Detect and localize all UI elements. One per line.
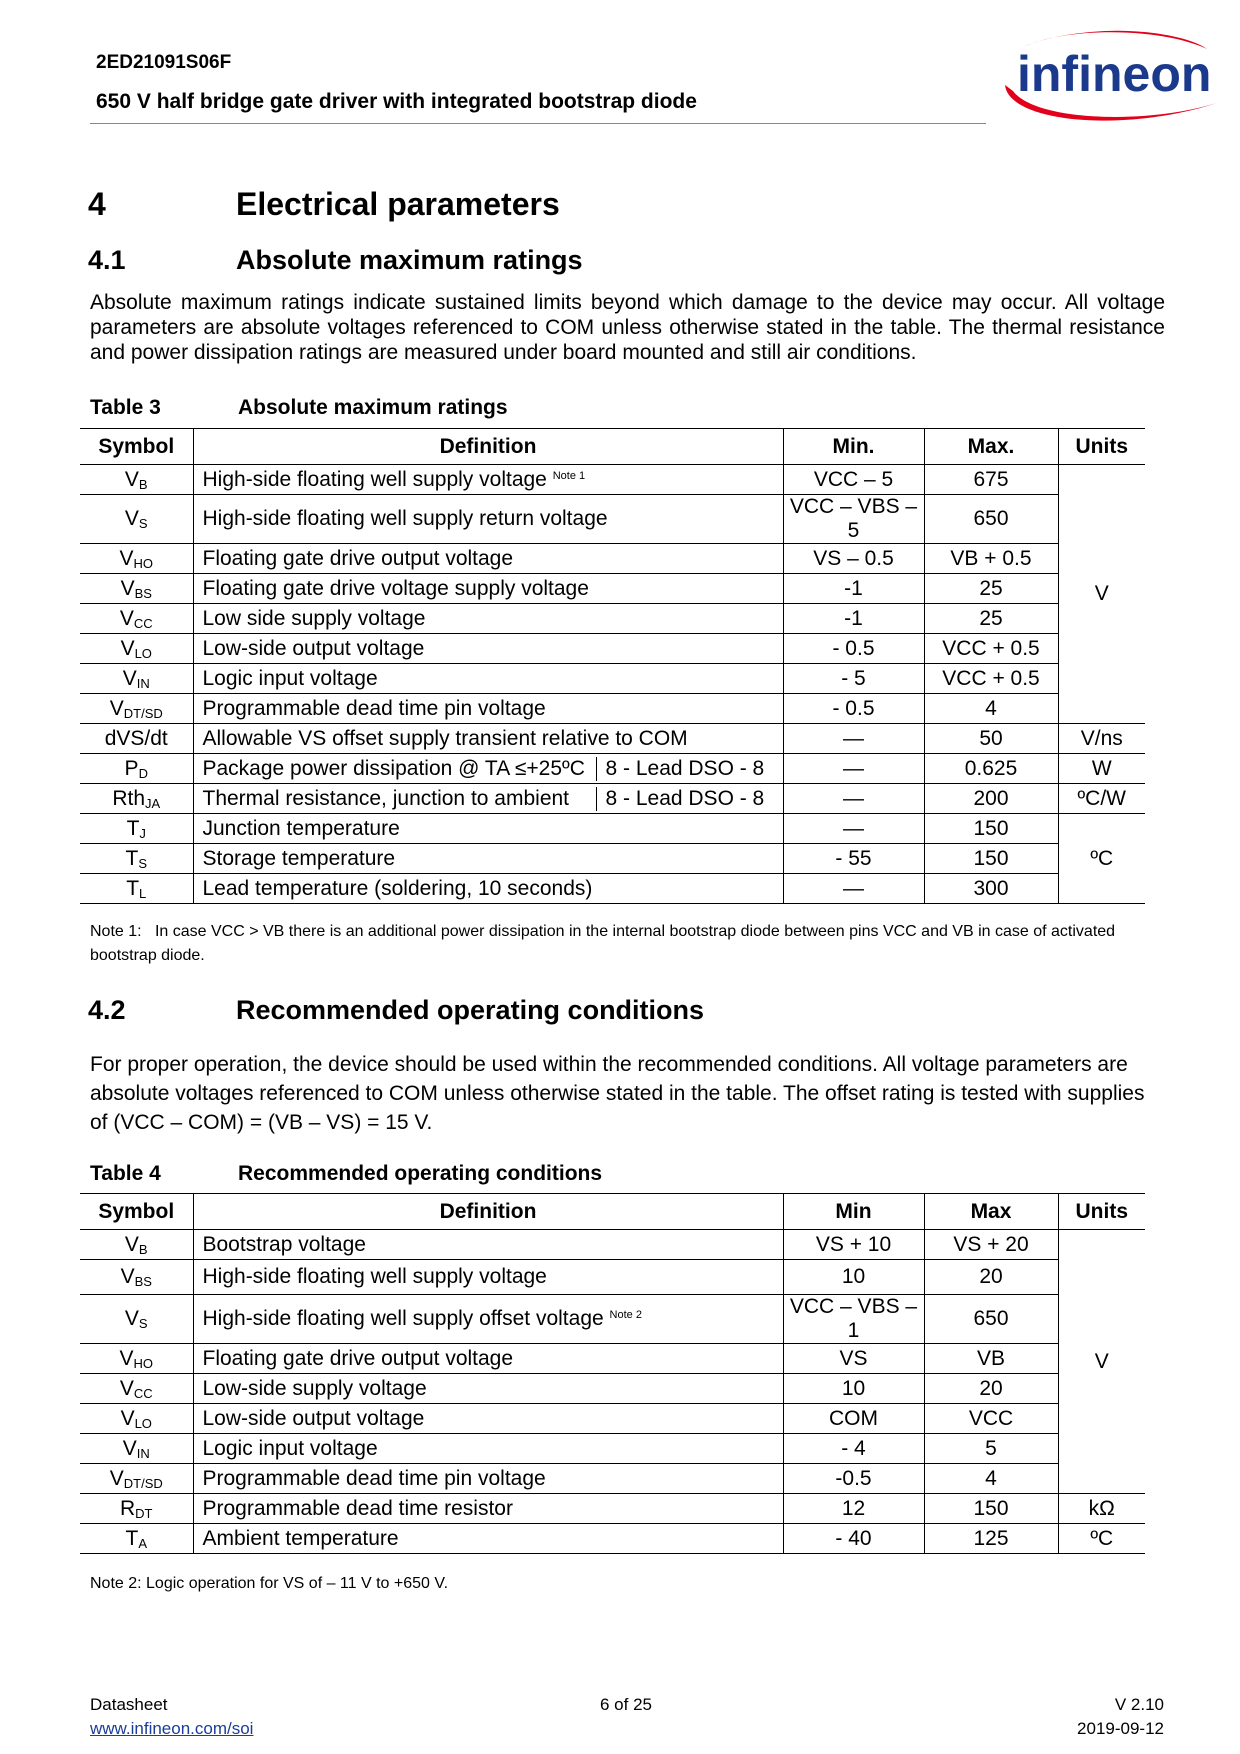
definition-cell: Junction temperature — [193, 814, 783, 844]
max-cell: 200 — [924, 784, 1058, 814]
table-4-caption — [90, 1162, 602, 1186]
definition-cell: Logic input voltage — [193, 1434, 783, 1464]
infineon-logo — [995, 25, 1225, 130]
min-cell: -1 — [783, 604, 924, 634]
max-cell: 20 — [924, 1374, 1058, 1404]
max-cell: VB — [924, 1344, 1058, 1374]
symbol-cell: $V_{CC}$ — [80, 1374, 193, 1404]
max-cell: VS + 20 — [924, 1230, 1058, 1260]
table-row — [80, 1230, 1145, 1260]
min-cell: VS + 10 — [783, 1230, 924, 1260]
logo-text: infineon — [1017, 46, 1212, 102]
unit-cell-voltage: V — [1058, 465, 1145, 724]
section-number: 4.2 — [88, 995, 126, 1025]
table-row — [80, 664, 1145, 694]
unit-cell: V/ns — [1058, 724, 1145, 754]
note-2: Note 2: Logic operation for VS of – 11 V to +650 V. — [90, 1575, 449, 1592]
note-text: In case VCC > VB there is an additional power dissipation in the internal bootstrap diode between pins VCC and VB in case of activated bootstrap diode. — [90, 923, 1116, 964]
max-cell: 650 — [924, 495, 1058, 544]
max-cell: 0.625 — [924, 754, 1058, 784]
min-cell: COM — [783, 1404, 924, 1434]
min-cell: - 5 — [783, 664, 924, 694]
min-cell: VCC – VBS – 1 — [783, 1295, 924, 1344]
max-cell: 150 — [924, 1494, 1058, 1524]
section-title: Recommended operating conditions — [236, 995, 705, 1025]
symbol-cell: $V_{HO}$ — [80, 1344, 193, 1374]
min-cell: -0.5 — [783, 1464, 924, 1494]
col-header-definition: Definition — [193, 1194, 783, 1230]
table-3-caption — [90, 396, 508, 420]
min-cell: -1 — [783, 574, 924, 604]
max-cell: 4 — [924, 1464, 1058, 1494]
col-header-max: Max. — [924, 429, 1058, 465]
unit-cell: W — [1058, 754, 1145, 784]
table-row — [80, 874, 1145, 904]
max-cell: 4 — [924, 694, 1058, 724]
definition-cell: Allowable VS offset supply transient relative to COM — [193, 724, 783, 754]
symbol-cell: $T_J$ — [80, 814, 193, 844]
symbol-cell: $V_S$ — [80, 1295, 193, 1344]
definition-cell: Logic input voltage — [193, 664, 783, 694]
symbol-cell: $V_{HO}$ — [80, 544, 193, 574]
max-cell: VCC + 0.5 — [924, 634, 1058, 664]
symbol-cell: $V_{IN}$ — [80, 664, 193, 694]
section-title: Absolute maximum ratings — [236, 245, 583, 275]
min-cell: VCC – 5 — [783, 465, 924, 495]
definition-cell: Low side supply voltage — [193, 604, 783, 634]
definition-cell: Floating gate drive output voltage — [193, 1344, 783, 1374]
section-4-2-heading — [88, 995, 704, 1026]
min-cell: VCC – VBS – 5 — [783, 495, 924, 544]
symbol-cell: $V_B$ — [80, 1230, 193, 1260]
table-row — [80, 574, 1145, 604]
min-cell: — — [783, 874, 924, 904]
symbol-cell: $T_S$ — [80, 844, 193, 874]
footer-url-link[interactable]: www.infineon.com/soi — [90, 1719, 254, 1738]
max-cell: VCC + 0.5 — [924, 664, 1058, 694]
max-cell: 650 — [924, 1295, 1058, 1344]
section-4-2-intro: For proper operation, the device should be used within the recommended conditions. All voltage parameters are absolute voltages referenced to COM unless otherwise stated in the table. The offset rating is tested with supplies of (VCC – COM) = (VB – VS) = 15 V. — [90, 1053, 1145, 1134]
min-cell: — — [783, 814, 924, 844]
table-row — [80, 1494, 1145, 1524]
package-text: 8 - Lead DSO - 8 — [605, 756, 765, 780]
unit-cell: ºC — [1058, 1524, 1145, 1554]
symbol-cell: $R_{DT}$ — [80, 1494, 193, 1524]
definition-cell: High-side floating well supply return voltage — [193, 495, 783, 544]
table-row — [80, 724, 1145, 754]
section-4-1-intro: Absolute maximum ratings indicate sustained limits beyond which damage to the device may occur. All voltage parameters are absolute voltages referenced to COM unless otherwise stated in the table. The thermal resistance and power dissipation ratings are measured under board mounted and still air conditions. — [90, 291, 1165, 364]
min-cell: - 4 — [783, 1434, 924, 1464]
unit-cell-voltage: V — [1058, 1230, 1145, 1494]
definition-cell: Programmable dead time pin voltage — [193, 694, 783, 724]
col-header-units: Units — [1058, 429, 1145, 465]
document-subtitle: 650 V half bridge gate driver with integrated bootstrap diode — [96, 90, 697, 113]
max-cell: 125 — [924, 1524, 1058, 1554]
symbol-cell: $V_{BS}$ — [80, 1260, 193, 1295]
symbol-cell: $V_B$ — [80, 465, 193, 495]
table-row — [80, 1434, 1145, 1464]
definition-cell: High-side floating well supply offset voltage $^{Note 2}$ — [193, 1295, 783, 1344]
footer-date: 2019-09-12 — [1077, 1719, 1164, 1738]
definition-text: Thermal resistance, junction to ambient — [194, 787, 597, 811]
min-cell: VS — [783, 1344, 924, 1374]
max-cell: VCC — [924, 1404, 1058, 1434]
definition-cell: Floating gate drive voltage supply voltage — [193, 574, 783, 604]
table-row — [80, 1344, 1145, 1374]
definition-cell — [193, 784, 783, 814]
table-row — [80, 1464, 1145, 1494]
symbol-cell: $V_{CC}$ — [80, 604, 193, 634]
table-row — [80, 634, 1145, 664]
table-row — [80, 784, 1145, 814]
table-title: Recommended operating conditions — [238, 1162, 603, 1185]
col-header-max: Max — [924, 1194, 1058, 1230]
max-cell: 150 — [924, 844, 1058, 874]
section-number: 4 — [88, 186, 106, 222]
definition-cell: Low-side output voltage — [193, 1404, 783, 1434]
unit-cell: ºC/W — [1058, 784, 1145, 814]
min-cell: — — [783, 724, 924, 754]
footer-page-number: 6 of 25 — [600, 1695, 652, 1714]
min-cell: 10 — [783, 1374, 924, 1404]
note-1 — [90, 920, 1165, 968]
col-header-symbol: Symbol — [80, 429, 193, 465]
header-rule — [90, 123, 986, 124]
min-cell: - 0.5 — [783, 634, 924, 664]
table-row — [80, 495, 1145, 544]
min-cell: - 40 — [783, 1524, 924, 1554]
definition-cell: Low-side output voltage — [193, 634, 783, 664]
symbol-cell: $V_{LO}$ — [80, 1404, 193, 1434]
symbol-cell: $V_S$ — [80, 495, 193, 544]
table-row — [80, 814, 1145, 844]
table-row — [80, 465, 1145, 495]
symbol-cell: $T_A$ — [80, 1524, 193, 1554]
absolute-max-ratings-table — [80, 428, 1145, 904]
table-row — [80, 544, 1145, 574]
min-cell: 12 — [783, 1494, 924, 1524]
symbol-cell: dVS/dt — [80, 724, 193, 754]
footer-doc-type: Datasheet — [90, 1695, 168, 1714]
package-text: 8 - Lead DSO - 8 — [605, 786, 765, 810]
max-cell: 20 — [924, 1260, 1058, 1295]
section-4-heading — [88, 186, 560, 223]
max-cell: 50 — [924, 724, 1058, 754]
definition-cell: Bootstrap voltage — [193, 1230, 783, 1260]
definition-cell: Low-side supply voltage — [193, 1374, 783, 1404]
min-cell: - 0.5 — [783, 694, 924, 724]
table-row — [80, 604, 1145, 634]
col-header-min: Min — [783, 1194, 924, 1230]
definition-cell: Programmable dead time pin voltage — [193, 1464, 783, 1494]
symbol-cell: $V_{DT/SD}$ — [80, 694, 193, 724]
table-title: Absolute maximum ratings — [238, 396, 508, 419]
section-4-1-heading — [88, 245, 583, 276]
unit-cell: kΩ — [1058, 1494, 1145, 1524]
min-cell: - 55 — [783, 844, 924, 874]
max-cell: VB + 0.5 — [924, 544, 1058, 574]
min-cell: VS – 0.5 — [783, 544, 924, 574]
min-cell: — — [783, 754, 924, 784]
table-label: Table 4 — [90, 1162, 161, 1185]
unit-cell-temperature: ºC — [1058, 814, 1145, 904]
symbol-cell: $V_{DT/SD}$ — [80, 1464, 193, 1494]
min-cell: 10 — [783, 1260, 924, 1295]
definition-text: Package power dissipation @ TA ≤+25ºC — [194, 757, 597, 781]
table-row — [80, 694, 1145, 724]
recommended-conditions-table — [80, 1193, 1145, 1554]
min-cell: — — [783, 784, 924, 814]
symbol-cell: $V_{LO}$ — [80, 634, 193, 664]
symbol-cell: $T_L$ — [80, 874, 193, 904]
part-number: 2ED21091S06F — [96, 52, 232, 73]
symbol-cell: $V_{IN}$ — [80, 1434, 193, 1464]
table-row — [80, 1374, 1145, 1404]
definition-cell: Ambient temperature — [193, 1524, 783, 1554]
table-row — [80, 1260, 1145, 1295]
symbol-cell: Rth$_{JA}$ — [80, 784, 193, 814]
table-row — [80, 754, 1145, 784]
max-cell: 150 — [924, 814, 1058, 844]
section-title: Electrical parameters — [236, 186, 560, 222]
col-header-symbol: Symbol — [80, 1194, 193, 1230]
footer-version: V 2.10 — [1114, 1695, 1164, 1714]
note-label: Note 1: — [90, 923, 142, 940]
col-header-min: Min. — [783, 429, 924, 465]
symbol-cell: $P_D$ — [80, 754, 193, 784]
max-cell: 300 — [924, 874, 1058, 904]
definition-cell — [193, 754, 783, 784]
max-cell: 25 — [924, 574, 1058, 604]
definition-cell: Programmable dead time resistor — [193, 1494, 783, 1524]
max-cell: 675 — [924, 465, 1058, 495]
symbol-cell: $V_{BS}$ — [80, 574, 193, 604]
col-header-definition: Definition — [193, 429, 783, 465]
definition-cell: High-side floating well supply voltage — [193, 1260, 783, 1295]
table-row — [80, 1524, 1145, 1554]
definition-cell: Storage temperature — [193, 844, 783, 874]
col-header-units: Units — [1058, 1194, 1145, 1230]
table-row — [80, 1404, 1145, 1434]
table-row — [80, 1295, 1145, 1344]
max-cell: 5 — [924, 1434, 1058, 1464]
definition-cell: Lead temperature (soldering, 10 seconds) — [193, 874, 783, 904]
definition-cell: Floating gate drive output voltage — [193, 544, 783, 574]
max-cell: 25 — [924, 604, 1058, 634]
definition-cell: High-side floating well supply voltage $^{Note 1}$ — [193, 465, 783, 495]
table-label: Table 3 — [90, 396, 161, 419]
section-number: 4.1 — [88, 245, 126, 275]
table-row — [80, 844, 1145, 874]
